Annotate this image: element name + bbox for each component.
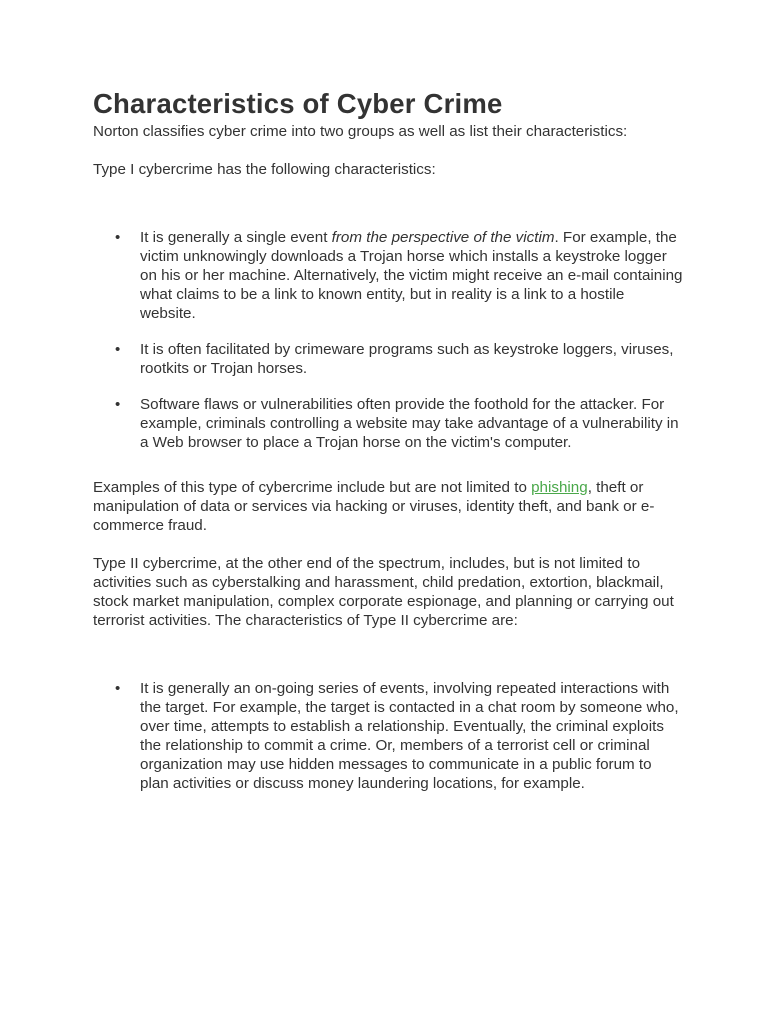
- list-item-text-end: . For example, the victim unknowingly downloads a Trojan horse which installs a keystroke logger on his or her machine. Alternatively, the victim might receive an e-mail containing what claims to be a link to known entity, but in reality is a link to a hostile website.: [140, 229, 683, 322]
- bullet-icon: •: [115, 396, 121, 413]
- document-body: [93, 86, 683, 810]
- type2-intro-paragraph: Type II cybercrime, at the other end of the spectrum, includes, but is not limited to activities such as cyberstalking and harassment, child predation, extortion, blackmail, stock market manipulation, complex corporate espionage, and planning or carrying out terrorist activities. The characteristics of Type II cybercrime are:: [93, 555, 674, 629]
- type1-intro-paragraph: Type I cybercrime has the following characteristics:: [93, 161, 436, 178]
- list-item: [93, 679, 683, 793]
- list-item-text: It is often facilitated by crimeware programs such as keystroke loggers, viruses, rootkits or Trojan horses.: [140, 341, 674, 377]
- intro-paragraph: Norton classifies cyber crime into two groups as well as list their characteristics:: [93, 123, 628, 140]
- list-item: [93, 395, 683, 452]
- list-item-text-start: It is generally a single event: [140, 229, 332, 246]
- list-item: [93, 228, 683, 323]
- phishing-link[interactable]: phishing: [531, 479, 588, 496]
- list-item-emphasis: from the perspective of the victim: [331, 229, 555, 246]
- list-item-text: Software flaws or vulnerabilities often provide the foothold for the attacker. For example, criminals controlling a website may take advantage of a vulnerability in a Web browser to place a Trojan horse on the victim's computer.: [140, 396, 679, 451]
- examples-text-start: Examples of this type of cybercrime include but are not limited to: [93, 479, 532, 496]
- examples-paragraph: [93, 478, 683, 535]
- examples-text-end: , theft or manipulation of data or services via hacking or viruses, identity theft, and bank or e-commerce fraud.: [93, 479, 655, 534]
- bullet-icon: •: [115, 680, 121, 697]
- list-item: [93, 340, 683, 378]
- bullet-icon: •: [115, 229, 121, 246]
- type2-characteristics-list: [93, 679, 683, 793]
- bullet-icon: •: [115, 341, 121, 358]
- type1-characteristics-list: [93, 228, 683, 452]
- list-item-text: It is generally an on-going series of events, involving repeated interactions with the target. For example, the target is contacted in a chat room by someone who, over time, attempts to establish a relationship. Eventually, the criminal exploits the relationship to commit a crime. Or, members of a terrorist cell or criminal organization may use hidden messages to communicate in a public forum to plan activities or discuss money laundering locations, for example.: [140, 680, 679, 792]
- page-title: Characteristics of Cyber Crime: [93, 88, 503, 119]
